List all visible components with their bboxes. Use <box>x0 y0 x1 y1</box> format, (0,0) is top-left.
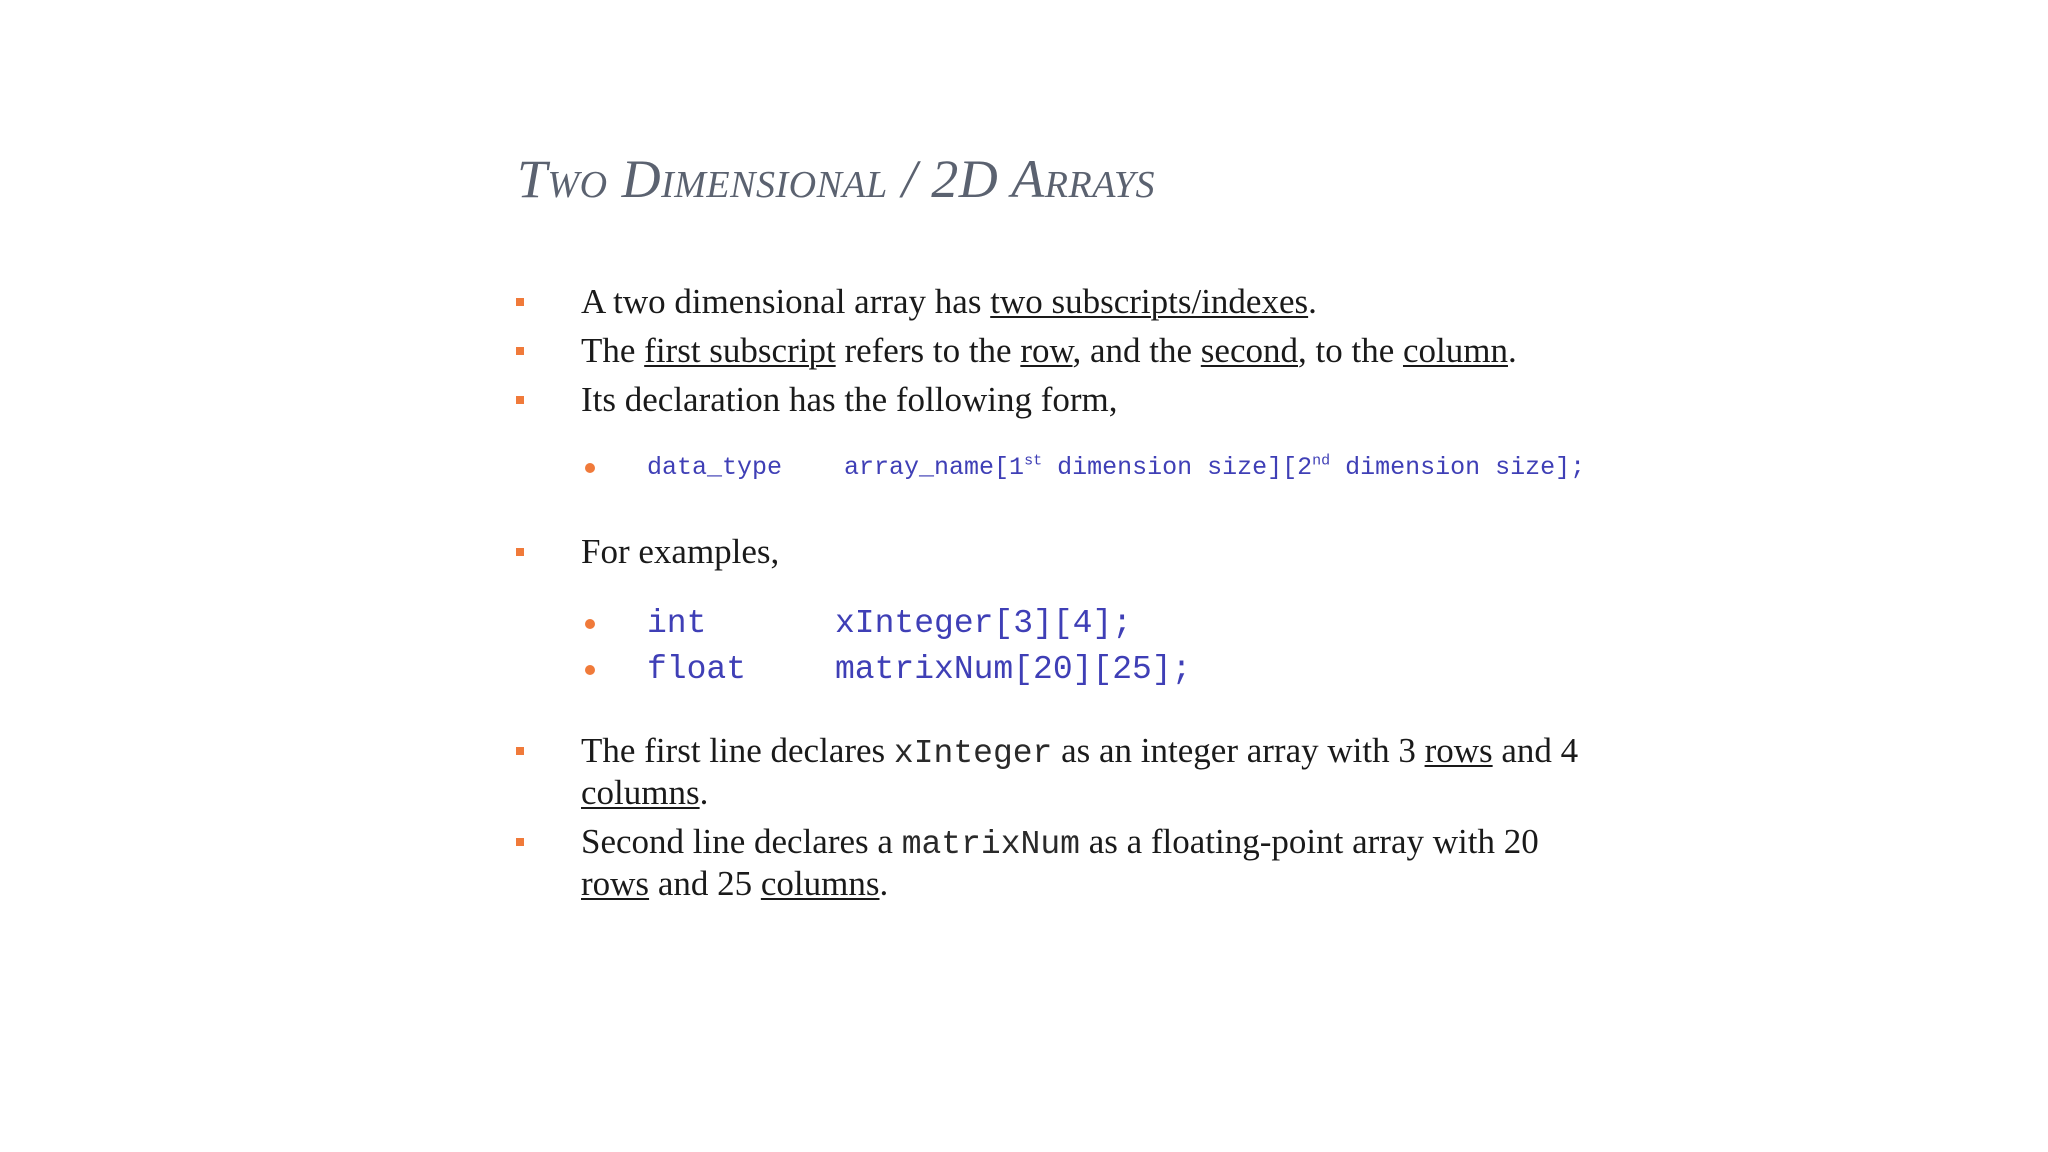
round-bullet-icon <box>585 619 595 629</box>
underlined-text: second <box>1200 331 1298 370</box>
code-type: float <box>647 651 747 688</box>
square-bullet-icon <box>516 347 524 355</box>
superscript: nd <box>1312 452 1331 470</box>
text: For examples, <box>581 532 780 571</box>
text: . <box>699 773 709 812</box>
square-bullet-icon <box>516 396 524 404</box>
example-float <box>516 647 1596 693</box>
inline-code: matrixNum <box>901 826 1080 863</box>
text: A two dimensional array has <box>581 282 991 321</box>
text: . <box>1507 331 1517 370</box>
code-type: int <box>647 605 707 642</box>
text: . <box>1308 282 1317 321</box>
text: refers to the <box>835 331 1021 370</box>
underlined-text: first subscript <box>644 331 836 370</box>
code-type: data_type <box>647 453 783 482</box>
code-text: dimension size]; <box>1330 453 1586 482</box>
code-text: matrixNum[20][25]; <box>835 651 1192 688</box>
text: and 25 <box>649 864 761 903</box>
code-text: dimension size][2 <box>1042 453 1313 482</box>
inline-code: xInteger <box>893 735 1053 772</box>
underlined-text: column <box>1402 331 1508 370</box>
square-bullet-icon <box>516 548 524 556</box>
bullet-for-examples <box>516 532 1596 571</box>
square-bullet-icon <box>516 838 524 846</box>
text: and 4 <box>1492 731 1579 770</box>
round-bullet-icon <box>585 665 595 675</box>
underlined-text: columns <box>581 773 700 812</box>
example-int <box>516 601 1596 647</box>
superscript: st <box>1024 452 1043 470</box>
text: The first line declares <box>581 731 894 770</box>
underlined-text: two subscripts/indexes <box>990 282 1309 321</box>
square-bullet-icon <box>516 747 524 755</box>
text: The <box>581 331 645 370</box>
text: Its declaration has the following form, <box>581 380 1118 419</box>
text: , and the <box>1072 331 1201 370</box>
underlined-text: columns <box>760 864 880 903</box>
round-bullet-icon <box>585 463 595 473</box>
text: as a floating-point array with 20 <box>1079 822 1539 861</box>
slide-content <box>516 282 1596 903</box>
text: as an integer array with 3 <box>1052 731 1425 770</box>
text: . <box>879 864 889 903</box>
underlined-text: row <box>1020 331 1073 370</box>
slide-title: Two Dimensional / 2D Arrays <box>517 149 1155 209</box>
underlined-text: rows <box>581 864 650 903</box>
bullet-first-subscript <box>516 331 1596 370</box>
bullet-matrixnum-explanation <box>516 822 1596 903</box>
underlined-text: rows <box>1424 731 1493 770</box>
text: Second line declares a <box>581 822 902 861</box>
bullet-xinteger-explanation <box>516 731 1596 812</box>
code-text: array_name[1 <box>844 453 1025 482</box>
square-bullet-icon <box>516 298 524 306</box>
text: , to the <box>1298 331 1403 370</box>
declaration-syntax <box>516 453 1596 482</box>
bullet-two-subscripts <box>516 282 1596 321</box>
bullet-declaration-form <box>516 380 1596 419</box>
code-text: xInteger[3][4]; <box>835 605 1133 642</box>
